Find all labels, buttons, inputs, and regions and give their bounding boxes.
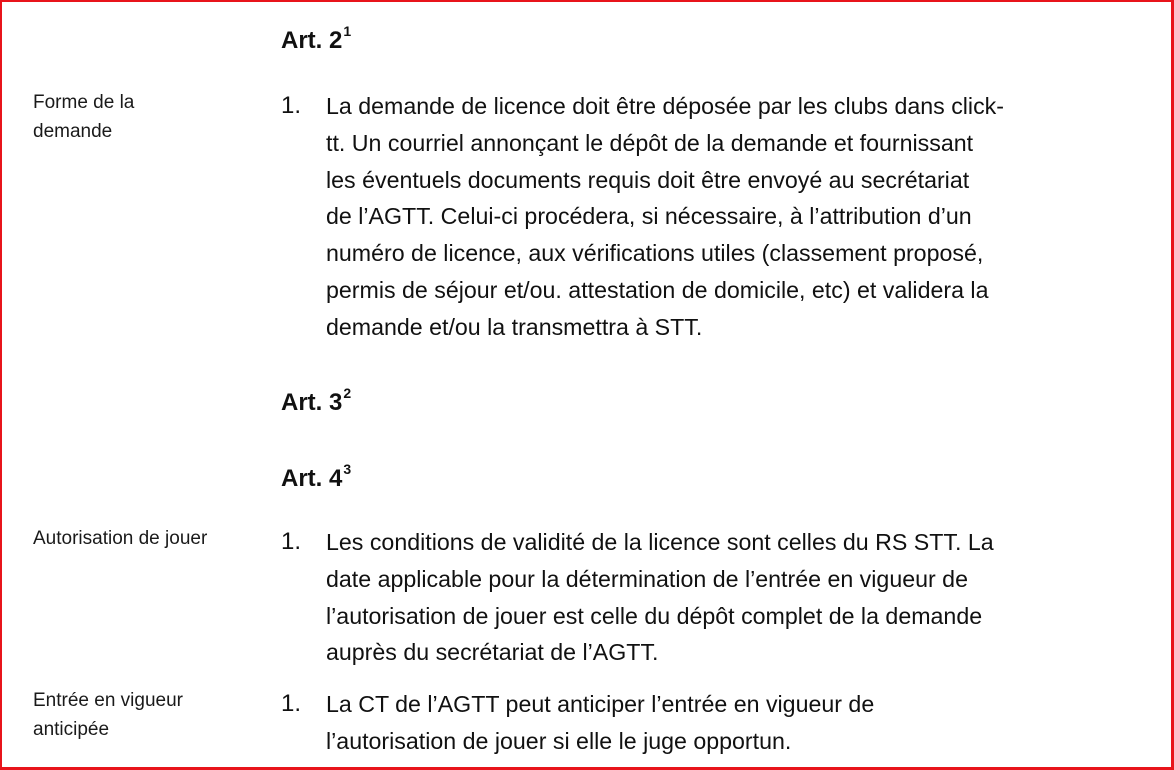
clause-text: La CT de l’AGTT peut anticiper l’entrée en vigueur de l’autorisation de jouer si elle le juge opportun. [326,691,875,754]
clause-number: 1. [281,528,302,555]
clause-number: 1. [281,92,302,119]
margin-label-entree-vigueur: Entrée en vigueur anticipée [33,690,183,740]
article-2-heading [281,23,352,55]
margin-label-autorisation-jouer: Autorisation de jouer [33,528,208,549]
margin-label-forme-demande: Forme de la demande [33,92,135,142]
article-3-heading [281,385,352,417]
article-2-clause-1 [281,88,1141,348]
article-2-footnote-ref[interactable]: 1 [343,23,352,39]
article-4-title: Art. 4 [281,465,343,492]
article-4-clause-1 [281,524,1141,674]
article-3-footnote-ref[interactable]: 2 [343,385,352,401]
clause-text: La demande de licence doit être déposée par les clubs dans click- tt. Un courriel annonçant le dépôt de la demande et fournissant les éventuels documents requis doit être envoyé au secrétariat de l’AGTT. Celui-ci procédera, si nécessaire, à l’attribution d’un numéro de licence, aux vérifications utiles (classement proposé, permis de séjour et/ou. attestation de domicile, etc) et validera la demande et/ou la transmettra à STT. [326,93,1004,340]
article-3-title: Art. 3 [281,389,343,416]
article-4-clause-2 [281,686,1141,764]
clause-text: Les conditions de validité de la licence sont celles du RS STT. La date applicable pour la détermination de l’entrée en vigueur de l’autorisation de jouer est celle du dépôt complet de la demande auprès du secrétariat de l’AGTT. [326,529,994,666]
article-2-title: Art. 2 [281,27,343,54]
article-4-footnote-ref[interactable]: 3 [343,461,352,477]
clause-number: 1. [281,690,302,717]
article-4-heading [281,461,352,493]
